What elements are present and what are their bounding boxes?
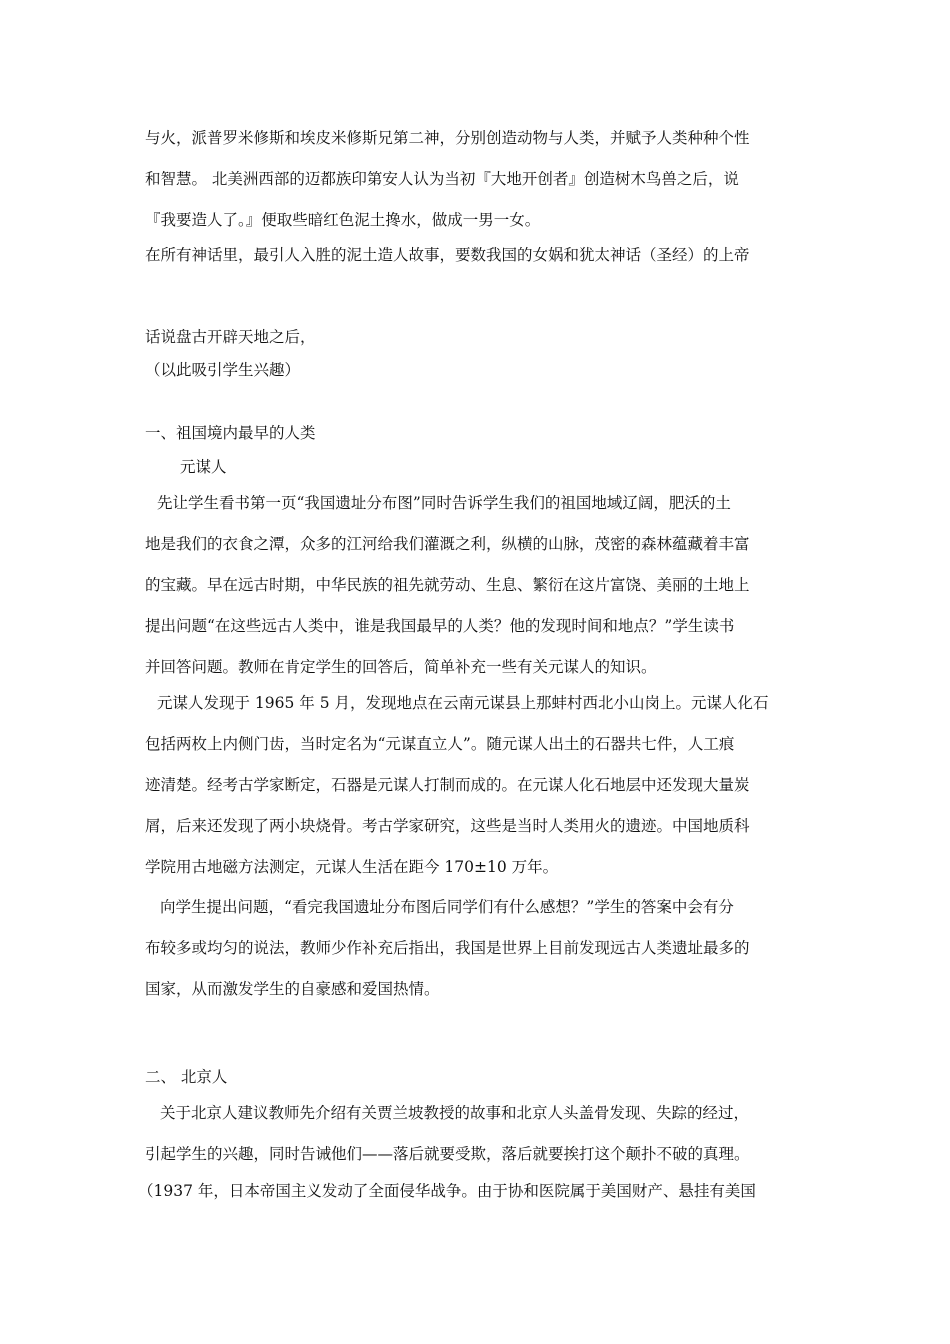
section1-para1-line-2: 地是我们的衣食之潭，众多的江河给我们灌溉之利，纵横的山脉，茂密的森林蕴藏着丰富: [145, 535, 750, 553]
intro-line-4: 在所有神话里，最引人入胜的泥土造人故事，要数我国的女娲和犹太神话（圣经）的上帝: [145, 246, 750, 264]
section1-heading: 一、祖国境内最早的人类: [145, 424, 316, 442]
section1-para1-line-5: 并回答问题。教师在肯定学生的回答后，简单补充一些有关元谋人的知识。: [145, 658, 657, 676]
section1-para1-line-3: 的宝藏。早在远古时期，中华民族的祖先就劳动、生息、繁衍在这片富饶、美丽的土地上: [145, 576, 750, 594]
section2-para1-line-2: 引起学生的兴趣，同时告诫他们——落后就要受欺，落后就要挨打这个颠扑不破的真理。: [145, 1145, 750, 1163]
section1-subheading: 元谋人: [180, 458, 227, 476]
intro-line-1: 与火，派普罗米修斯和埃皮米修斯兄第二神，分别创造动物与人类，并赋予人类种种个性: [145, 129, 750, 147]
section2-para1-line-1: 关于北京人建议教师先介绍有关贾兰坡教授的故事和北京人头盖骨发现、失踪的经过，: [160, 1104, 750, 1122]
intro-line-3: 『我要造人了。』便取些暗红色泥土搀水，做成一男一女。: [145, 211, 541, 229]
section1-para1-line-4: 提出问题“在这些远古人类中，谁是我国最早的人类？他的发现时间和地点？”学生读书: [145, 617, 735, 635]
section2-heading: 二、 北京人: [145, 1068, 228, 1086]
section1-para2-line-3: 迹清楚。经考古学家断定，石器是元谋人打制而成的。在元谋人化石地层中还发现大量炭: [145, 776, 750, 794]
section1-para2-line-5: 学院用古地磁方法测定，元谋人生活在距今 170±10 万年。: [145, 858, 559, 876]
section1-para2-line-2: 包括两枚上内侧门齿，当时定名为“元谋直立人”。随元谋人出土的石器共七件，人工痕: [145, 735, 735, 753]
intro-line-2: 和智慧。 北美洲西部的迈都族印第安人认为当初『大地开创者』创造树木鸟兽之后，说: [145, 170, 739, 188]
section1-para1-line-1: 先让学生看书第一页“我国遗址分布图”同时告诉学生我们的祖国地域辽阔，肥沃的土: [157, 494, 731, 512]
section1-para3-line-1: 向学生提出问题，“看完我国遗址分布图后同学们有什么感想？”学生的答案中会有分: [160, 898, 734, 916]
section1-para2-line-1: 元谋人发现于 1965 年 5 月，发现地点在云南元谋县上那蚌村西北小山岗上。元谋人化石: [157, 694, 769, 712]
teaching-note: （以此吸引学生兴趣）: [145, 361, 301, 379]
section1-para3-line-2: 布较多或均匀的说法，教师少作补充后指出，我国是世界上目前发现远古人类遗址最多的: [145, 939, 750, 957]
story-start: 话说盘古开辟天地之后，: [145, 328, 316, 346]
section2-para1-line-3: （1937 年，日本帝国主义发动了全面侵华战争。由于协和医院属于美国财产、悬挂有美国: [138, 1182, 756, 1200]
section1-para3-line-3: 国家，从而激发学生的自豪感和爱国热情。: [145, 980, 440, 998]
section1-para2-line-4: 屑，后来还发现了两小块烧骨。考古学家研究，这些是当时人类用火的遗迹。中国地质科: [145, 817, 750, 835]
